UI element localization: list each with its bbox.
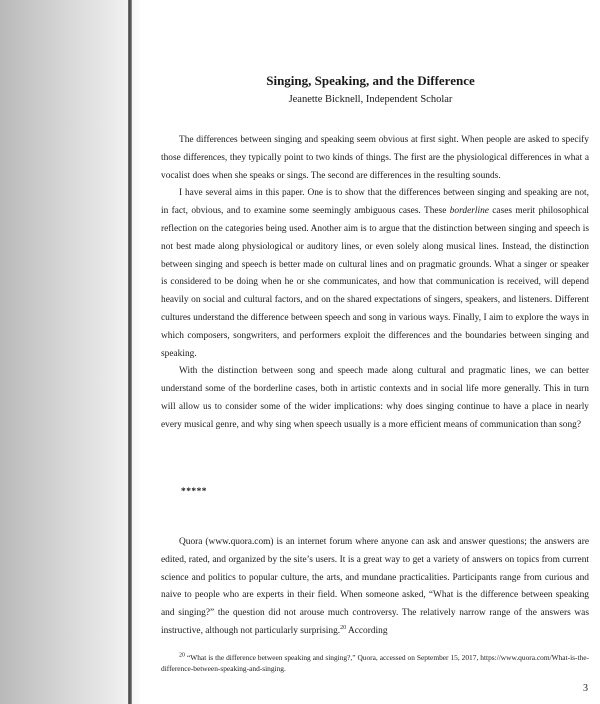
paragraph-4-tail: According	[346, 625, 388, 636]
book-spine	[128, 0, 132, 704]
body-text-quora	[161, 534, 589, 641]
page-number: 3	[583, 683, 588, 694]
footnote-url[interactable]: https://www.quora.com/What-is-the-difference-between-speaking-and-singing.	[161, 653, 589, 673]
section-separator: *****	[181, 487, 207, 497]
paragraph-2	[161, 185, 589, 363]
footnote-marker: 20	[179, 652, 185, 659]
footnote	[161, 652, 589, 674]
paper-title: Singing, Speaking, and the Difference	[266, 73, 475, 88]
paragraph-4	[161, 534, 589, 641]
paragraph-2-start: I have several aims in this paper. One is to show that the differences between singing and speaking are not, in fact, obvious, and to examine some seemingly ambiguous cases. These	[161, 188, 589, 217]
paragraph-2-rest: cases merit philosophical reflection on the categories being used. Another aim is to argue that the distinction between singing and speech is not best made along physiological or auditory lines, or even solely along musical lines. Instead, the distinction between singing and speech is better made on cultural lines and on pragmatic grounds. What a singer or speaker is considered to be doing when he or she communicates, and how that communication is received, will depend heavily on social and cultural factors, and on the shared expectations of singers, speakers, and listeners. Different cultures understand the difference between speech and song in various ways. Finally, I aim to explore the ways in which composers, songwriters, and performers exploit the differences and the boundaries between singing and speaking.	[161, 206, 589, 359]
footnote-text: “What is the difference between speaking and singing?,” Quora, accessed on September 15, 2017,	[185, 653, 479, 662]
paragraph-1: The differences between singing and speaking seem obvious at first sight. When people are asked to specify those differences, they typically point to two kinds of things. The first are the physiological differences in what a vocalist does when she speaks or sings. The second are differences in the resulting sounds.	[161, 135, 589, 181]
paragraph-2-italic: borderline	[449, 206, 489, 217]
paragraph-3: With the distinction between song and speech made along cultural and pragmatic lines, we can better understand some of the borderline cases, both in artistic contexts and in social life more generally. This in turn will allow us to consider some of the wider implications: why does singing continue to have a place in nearly every musical genre, and why sing when speech usually is a more efficient means of communication than song?	[161, 366, 589, 430]
book-gutter-shadow	[0, 0, 140, 704]
author-line: Jeanette Bicknell, Independent Scholar	[288, 94, 453, 105]
footnote-reference[interactable]: 20	[340, 624, 347, 631]
body-text-intro	[161, 132, 589, 435]
footnote-20	[161, 652, 589, 674]
document-page	[141, 0, 600, 704]
paragraph-4-text: Quora (www.quora.com) is an internet forum where anyone can ask and answer questions; the answers are edited, rated, and organized by the site’s users. It is a great way to get a variety of answers on topics from current science and politics to popular culture, the arts, and mundane practicalities. Participants range from curious and naive to people who are experts in their field. When someone asked, “What is the difference between speaking and singing?” the question did not arouse much controversy. The relatively narrow range of the answers was instructive, although not particularly surprising.	[161, 537, 589, 636]
